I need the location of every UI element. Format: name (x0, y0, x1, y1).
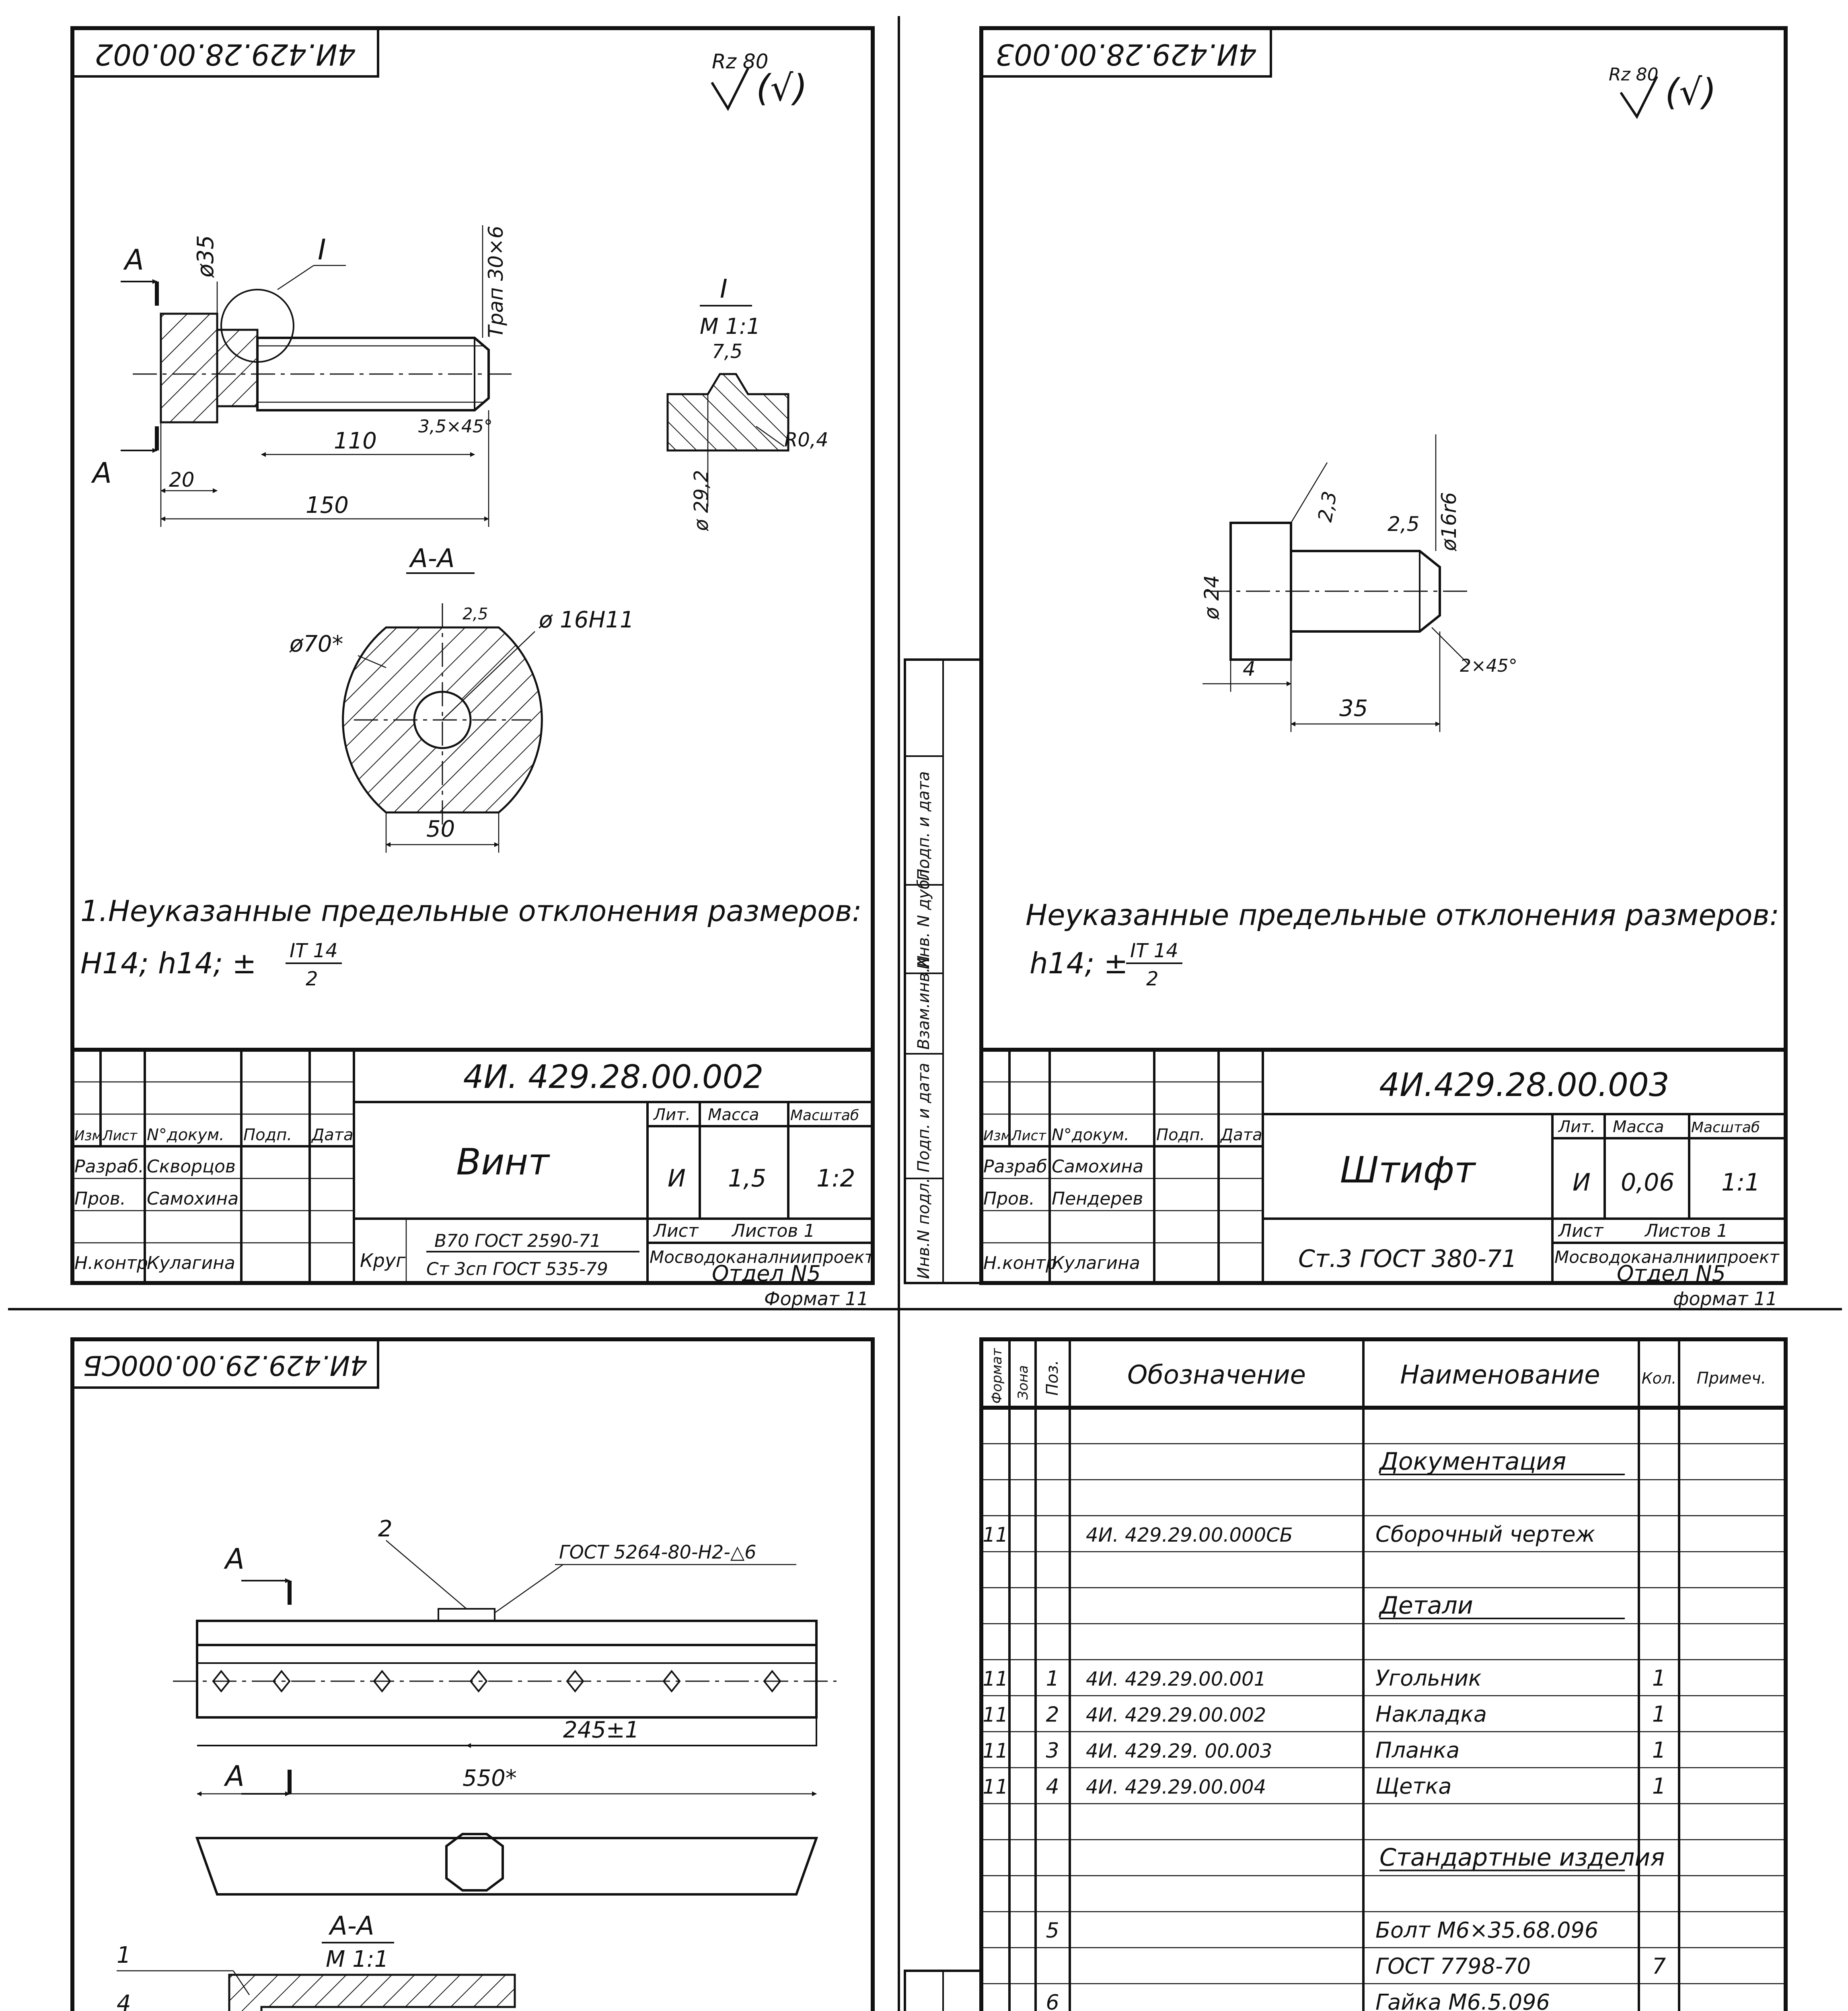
pin-dim-2-5: 2,5 (1388, 512, 1420, 536)
spec-cell-name: ГОСТ 7798-70 (1375, 1953, 1531, 1979)
tb2-scale-head: Масштаб (1691, 1119, 1760, 1136)
bolt-neck (217, 330, 257, 406)
detail-i-dim-7-5: 7,5 (712, 340, 743, 363)
spec-cell-name: Документация (1379, 1448, 1566, 1476)
assembly-section-aa-title: А-А (330, 1911, 374, 1941)
section-aa-d16h11: ø 16Н11 (539, 607, 634, 633)
tb1-lit-head: Лит. (654, 1106, 691, 1124)
spec-cell-format: 11 (983, 1523, 1008, 1546)
tb2-name: Штифт (1340, 1149, 1476, 1191)
tb2-scale-val: 1:1 (1721, 1168, 1760, 1197)
assembly-section-a-top: А (225, 1542, 245, 1575)
spec-col-pos: Поз. (1043, 1360, 1062, 1396)
tb1-org-line1: Мосводоканалниипроект (650, 1247, 874, 1267)
spec-cell-qty: 7 (1652, 1953, 1666, 1979)
detail-i-r04: R0,4 (784, 429, 828, 451)
tb2-lit-val: И (1573, 1168, 1591, 1197)
spec-cell-pos: 5 (1046, 1918, 1059, 1943)
tb1-org-line2: Отдел N5 (712, 1261, 821, 1286)
sheet-1-note-line2: Н14; h14; ± (80, 946, 257, 980)
assembly-nut-top (446, 1834, 503, 1890)
assembly-angle-section (229, 1975, 515, 2011)
dim-thread: Трап 30×6 (484, 226, 508, 338)
tb1-nkontr: Н.контр (74, 1253, 148, 1273)
tb1-lit-val: И (668, 1164, 686, 1193)
section-aa-dim-50: 50 (426, 816, 455, 842)
tb2-org-line2: Отдел N5 (1617, 1261, 1726, 1286)
spec-cell-name: Щетка (1375, 1773, 1452, 1799)
assembly-top-plate (197, 1621, 816, 1645)
tb2-head-list: Лист (1011, 1128, 1046, 1144)
tb2-prov-name: Пендерев (1052, 1189, 1143, 1209)
tb2-lit-head: Лит. (1558, 1118, 1596, 1136)
tb1-material-line2: Ст 3сп ГОСТ 535-79 (426, 1259, 608, 1279)
tb1-head-list: Лист (103, 1128, 138, 1144)
spec-cell-name: Накладка (1375, 1701, 1487, 1727)
sheet-4-side-stamp (905, 1971, 981, 2011)
dim-20: 20 (169, 468, 195, 491)
spec-cell-designation: 4И. 429.29.00.002 (1086, 1704, 1266, 1727)
sheet-2-side-stamp-2: Взам.инв.N (915, 955, 933, 1050)
spec-cell-name: Стандартные изделия (1379, 1843, 1665, 1872)
spec-cell-pos: 4 (1046, 1775, 1059, 1799)
sheet-1-bolt-view (91, 225, 515, 527)
spec-cell-format: 11 (983, 1775, 1008, 1799)
assembly-weld: ГОСТ 5264-80-Н2-△6 (559, 1541, 756, 1563)
tb1-list-label: Лист (654, 1221, 699, 1241)
dim-150: 150 (306, 492, 349, 518)
detail-i-section (668, 374, 788, 450)
tb2-org-line1: Мосводоканалниипроект (1554, 1247, 1779, 1267)
detail-i-leader (278, 265, 314, 290)
sheet-1-title-block (72, 1050, 875, 1286)
sheet-2-note-line2: h14; ± (1030, 946, 1128, 980)
spec-cell-name: Планка (1375, 1738, 1460, 1763)
sheet-1-stamp-code: 4И.429.28.00.002 (95, 37, 356, 72)
sheet-2-format: формат 11 (1673, 1288, 1778, 1310)
tb2-nkontr-name: Кулагина (1052, 1253, 1140, 1273)
tb2-mass-val: 0,06 (1621, 1168, 1675, 1197)
spec-col-note: Примеч. (1696, 1369, 1766, 1388)
spec-cell-designation: 4И. 429.29. 00.003 (1086, 1740, 1272, 1762)
spec-cell-name: Детали (1379, 1592, 1473, 1620)
spec-cell-qty: 1 (1652, 1773, 1666, 1799)
pin-dim-4: 4 (1243, 657, 1256, 681)
sheet-2-note-frac-bot: 2 (1146, 968, 1159, 990)
spec-cell-format: 11 (983, 1703, 1008, 1727)
spec-cell-pos: 2 (1046, 1703, 1059, 1727)
spec-col-designation: Обозначение (1127, 1360, 1306, 1390)
assembly-pos1: 1 (117, 1942, 131, 1968)
tb1-head-data: Дата (312, 1126, 354, 1144)
tb2-head-podp: Подп. (1156, 1126, 1205, 1144)
tb1-prov-name: Самохина (147, 1189, 239, 1209)
tb1-material-line1: В70 ГОСТ 2590-71 (434, 1231, 601, 1251)
spec-cell-format: 11 (983, 1667, 1008, 1690)
dim-chamfer: 3,5×45° (418, 416, 493, 437)
tb2-head-data: Дата (1221, 1126, 1262, 1144)
pin-chamfer-2-3: 2,3 (1314, 489, 1342, 524)
sheet-2-side-stamp-3: Инв. N дубл. (915, 864, 933, 969)
tb2-nkontr: Н.контр (983, 1253, 1057, 1273)
spec-col-zone: Зона (1015, 1365, 1031, 1400)
spec-cell-qty: 1 (1652, 1666, 1666, 1691)
section-label-a-bottom: А (93, 456, 112, 489)
tb1-scale-head: Масштаб (790, 1107, 859, 1124)
sheet-2-side-stamp-4: Подп. и дата (915, 771, 933, 881)
sheet-3-front-view (173, 1516, 837, 1794)
sheet-2-stamp-code: 4И.429.28.00.003 (995, 37, 1257, 72)
sheet-1-roughness-icon (712, 68, 748, 109)
tb1-prov: Пров. (74, 1189, 126, 1209)
detail-i-d29: ø 29,2 (690, 470, 713, 531)
sheet-3-assembly (72, 1339, 875, 2011)
pin-chamfer-2: 2×45° (1460, 656, 1517, 676)
assembly-section-aa-scale: М 1:1 (326, 1946, 389, 1972)
tb2-razrab-name: Самохина (1052, 1156, 1144, 1177)
tb1-mass-head: Масса (708, 1106, 759, 1124)
tb1-head-podp: Подп. (243, 1126, 292, 1144)
spec-cell-name: Болт М6×35.68.096 (1375, 1917, 1599, 1943)
sheet-1-note-frac-bot: 2 (306, 968, 318, 990)
section-label-a-top: А (125, 243, 144, 276)
sheet-1-section-aa (289, 544, 634, 853)
sheet-1-note-frac-top: IT 14 (290, 940, 338, 962)
spec-cell-designation: 4И. 429.29.00.000СБ (1086, 1524, 1293, 1546)
sheet-1-note-line1: 1.Неуказанные предельные отклонения размеров: (80, 894, 862, 928)
pin-dim-35: 35 (1339, 695, 1368, 722)
spec-col-name: Наименование (1400, 1360, 1600, 1390)
tb2-prov: Пров. (983, 1189, 1035, 1209)
tb1-head-ndok: N°докум. (147, 1126, 224, 1144)
tb2-head-ndok: N°докум. (1052, 1126, 1129, 1144)
assembly-pos2-plate (438, 1609, 495, 1621)
spec-col-qty: Кол. (1641, 1369, 1677, 1387)
tb1-scale-val: 1:2 (816, 1164, 855, 1193)
assembly-dim-245: 245±1 (563, 1717, 639, 1743)
tb1-nkontr-name: Кулагина (147, 1253, 235, 1273)
sheet-2-title-block (981, 1050, 1786, 1286)
sheet-4-specification (905, 1339, 1786, 2011)
assembly-top-view-plate (197, 1838, 816, 1894)
assembly-brush-bottom (197, 1717, 816, 1746)
pin-d16r6: ø16r6 (1437, 492, 1461, 551)
sheet-2-note-frac-top: IT 14 (1130, 940, 1178, 962)
tb1-code: 4И. 429.28.00.002 (463, 1058, 764, 1096)
tb1-mass-val: 1,5 (728, 1164, 767, 1193)
sheet-2-pin-view (1200, 434, 1517, 732)
tb1-material-prefix: Круг (360, 1250, 406, 1271)
sheet-2-side-stamp-1: Подп. и дата (915, 1063, 933, 1172)
spec-cell-qty: 1 (1652, 1701, 1666, 1727)
detail-i-title: I (720, 274, 728, 304)
tb2-listov-label: Листов 1 (1645, 1221, 1728, 1241)
tb2-code: 4И.429.28.00.003 (1379, 1066, 1669, 1104)
sheet-3-top-view (197, 1834, 816, 1894)
spec-col-format: Формат (989, 1348, 1005, 1404)
sheet-2-shtift (905, 28, 1786, 1310)
tb1-razrab: Разраб. (74, 1156, 144, 1177)
tb2-list-label: Лист (1558, 1221, 1603, 1241)
sheet-2-roughness: Rz 80 (1609, 64, 1659, 85)
spec-table-rows (981, 1444, 1786, 2011)
spec-cell-pos: 3 (1046, 1739, 1059, 1763)
assembly-dim-550: 550* (463, 1765, 517, 1791)
section-aa-d70: ø70* (290, 631, 343, 657)
tb2-razrab: Разраб. (983, 1156, 1053, 1177)
spec-cell-name: Сборочный чертеж (1375, 1522, 1595, 1547)
spec-cell-format: 11 (983, 1739, 1008, 1762)
assembly-pos2: 2 (378, 1516, 393, 1542)
sheet-1-format: Формат 11 (764, 1288, 869, 1310)
bolt-head (161, 314, 217, 422)
spec-cell-name: Угольник (1375, 1666, 1482, 1691)
tb2-head-izm: Изм. (983, 1128, 1015, 1144)
tb1-head-izm: Изм. (74, 1128, 107, 1144)
sheet-1-detail-i (668, 274, 828, 531)
detail-i-ref: I (318, 233, 326, 266)
assembly-section-a-bottom: А (225, 1760, 245, 1793)
detail-i-scale: М 1:1 (700, 314, 761, 339)
dim-d35: ø35 (193, 235, 219, 278)
spec-cell-designation: 4И. 429.29.00.004 (1086, 1776, 1266, 1799)
sheet-3-section-aa (109, 1911, 515, 2011)
tb1-name: Винт (456, 1141, 549, 1183)
tb1-listov-label: Листов 1 (732, 1221, 815, 1241)
sheet-2-side-stamp (905, 660, 981, 1283)
spec-cell-designation: 4И. 429.29.00.001 (1086, 1668, 1266, 1690)
sheet-1-roughness-paren: (√) (756, 67, 808, 109)
sheet-1-roughness: Rz 80 (712, 50, 769, 73)
tb2-material: Ст.3 ГОСТ 380-71 (1298, 1245, 1517, 1273)
spec-cell-name: Гайка М6.5.096 (1375, 1989, 1550, 2011)
tb1-razrab-name: Скворцов (147, 1156, 236, 1177)
tb2-mass-head: Масса (1613, 1118, 1664, 1136)
spec-cell-qty: 1 (1652, 1738, 1666, 1763)
section-aa-d2-5: 2,5 (463, 605, 488, 623)
dim-110: 110 (334, 428, 377, 454)
sheet-3-frame (72, 1339, 873, 2011)
sheet-2-note-line1: Неуказанные предельные отклонения размеров: (1026, 898, 1780, 932)
section-aa-title: А-А (410, 544, 455, 574)
sheet-2-roughness-paren: (√) (1665, 71, 1716, 113)
spec-cell-pos: 1 (1046, 1667, 1059, 1691)
pin-d24: ø 24 (1200, 575, 1223, 619)
assembly-pos4: 4 (117, 1990, 131, 2011)
spec-cell-pos: 6 (1046, 1990, 1059, 2011)
sheet-3-stamp-code: 4И.429.29.00.000СБ (83, 1349, 368, 1381)
sheet-2-side-stamp-0: Инв.N подл. (915, 1178, 933, 1279)
sheet-1-vint (72, 28, 875, 1310)
